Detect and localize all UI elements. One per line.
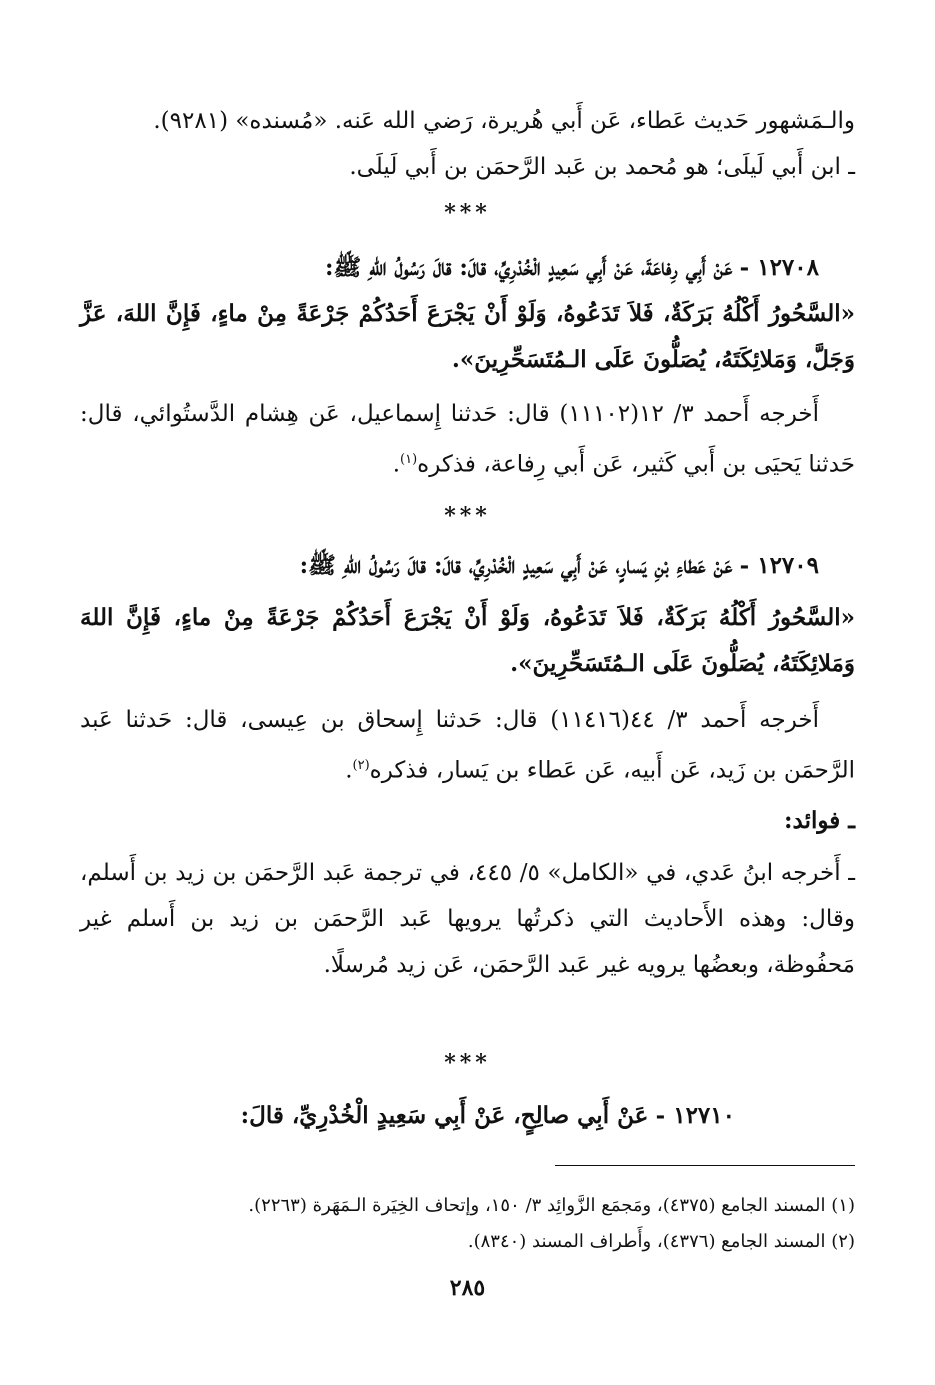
page-number: ٢٨٥ xyxy=(449,1275,486,1301)
fawaid-text: ـ أَخرجه ابنُ عَدي، في «الكامل» ٥/ ٤٤٥، في ترجمة عَبد الرَّحمَن بن زيد بن أَسلم، وقال: وهذه الأَحاديث التي ذكرتُها يرويها عَبد الرَّحمَن بن زيد بن أَسلم غير مَحفُوظة، وبعضُها يرويه غير عَبد الرَّحمَن، عَن زيد مُرسلًا. xyxy=(80,859,855,978)
section-separator: *** xyxy=(444,1050,491,1076)
hadith-number: ١٢٧٠٨ - xyxy=(739,254,819,281)
footnote: (٢) المسند الجامع (٤٣٧٦)، وأَطراف المسند (٨٣٤٠). xyxy=(467,1231,855,1252)
takhrij-end: . xyxy=(345,757,353,784)
hadith-12708 xyxy=(80,245,855,488)
takhrij-body: أَخرجه أَحمد ٣/ ٤٤(١١٤١٦) قال: حَدثنا إِسحاق بن عِيسى، قال: حَدثنا عَبد الرَّحمَن بن زَيد، عَن أَبيه، عَن عَطاء بن يَسار، فذكره xyxy=(80,707,855,784)
takhrij-end: . xyxy=(392,451,401,478)
text-line: والـمَشهور حَديث عَطاء، عَن أَبي هُريرة، رَضي الله عَنه. «مُسنده» (٩٢٨١). xyxy=(153,108,855,134)
hadith-matn: «السَّحُورُ أَكْلُهُ بَرَكَةٌ، فَلاَ تَدَعُوهُ، وَلَوْ أَنْ يَجْرَعَ أَحَدُكُمْ جَرْعَةً مِنْ ماءٍ، فَإِنَّ اللهَ وَمَلائِكَتَهُ، يُصَلُّونَ عَلَى الـمُتَسَحِّرِينَ». xyxy=(80,604,855,677)
section-separator: *** xyxy=(444,503,491,529)
hadith-12710 xyxy=(80,1093,855,1139)
takhrij-text xyxy=(80,697,855,794)
footnote: (١) المسند الجامع (٤٣٧٥)، ومَجمَع الزَّوائِد ٣/ ١٥٠، وإتحاف الخِيَرة الـمَهَرة (٢٢٦٣). xyxy=(248,1195,855,1216)
takhrij-text xyxy=(80,391,855,488)
hadith-intro: عَنْ أَبِي صالِحٍ، عَنْ أَبِي سَعِيدٍ الْخُدْرِيِّ، قالَ: xyxy=(240,1102,649,1129)
hadith-number: ١٢٧١٠ - xyxy=(655,1102,735,1129)
hadith-12709 xyxy=(80,543,855,988)
continuation-text xyxy=(80,98,855,190)
hadith-matn: «السَّحُورُ أَكْلُهُ بَرَكَةٌ، فَلاَ تَدَعُوهُ، وَلَوْ أَنْ يَجْرَعَ أَحَدُكُمْ جَرْعَةً مِنْ ماءٍ، فَإِنَّ اللهَ، عَزَّ وَجَلَّ، وَمَلائِكَتَهُ، يُصَلُّونَ عَلَى الـمُتَسَحِّرِينَ». xyxy=(80,300,855,373)
section-separator: *** xyxy=(444,200,491,226)
footnotes xyxy=(80,1188,855,1260)
fawaid-heading: ـ فوائد: xyxy=(784,806,855,834)
hadith-intro: عَنْ عَطاءِ بْنِ يَسارٍ، عَنْ أَبِي سَعِيدٍ الْخُدْرِيِّ، قالَ: قالَ رَسُولُ اللهِ ﷺ: xyxy=(299,552,733,579)
hadith-number: ١٢٧٠٩ - xyxy=(739,552,819,579)
hadith-intro: عَنْ أَبِي رِفاعَةَ، عَنْ أَبِي سَعِيدٍ الْخُدْرِيِّ، قالَ: قالَ رَسُولُ اللهِ ﷺ: xyxy=(324,254,733,281)
text-line: ـ ابن أَبي لَيلَى؛ هو مُحمد بن عَبد الرَّحمَن بن أَبي لَيلَى. xyxy=(349,154,855,180)
footnote-ref: (٢) xyxy=(352,758,370,773)
footnote-ref: (١) xyxy=(400,452,418,467)
footnote-divider xyxy=(555,1165,855,1166)
takhrij-body: أَخرجه أَحمد ٣/ ١٢(١١١٠٢) قال: حَدثنا إِسماعيل، عَن هِشام الدَّستُوائي، قال: حَدثنا يَحيَى بن أَبي كَثير، عَن أَبي رِفاعة، فذكره xyxy=(80,401,855,478)
